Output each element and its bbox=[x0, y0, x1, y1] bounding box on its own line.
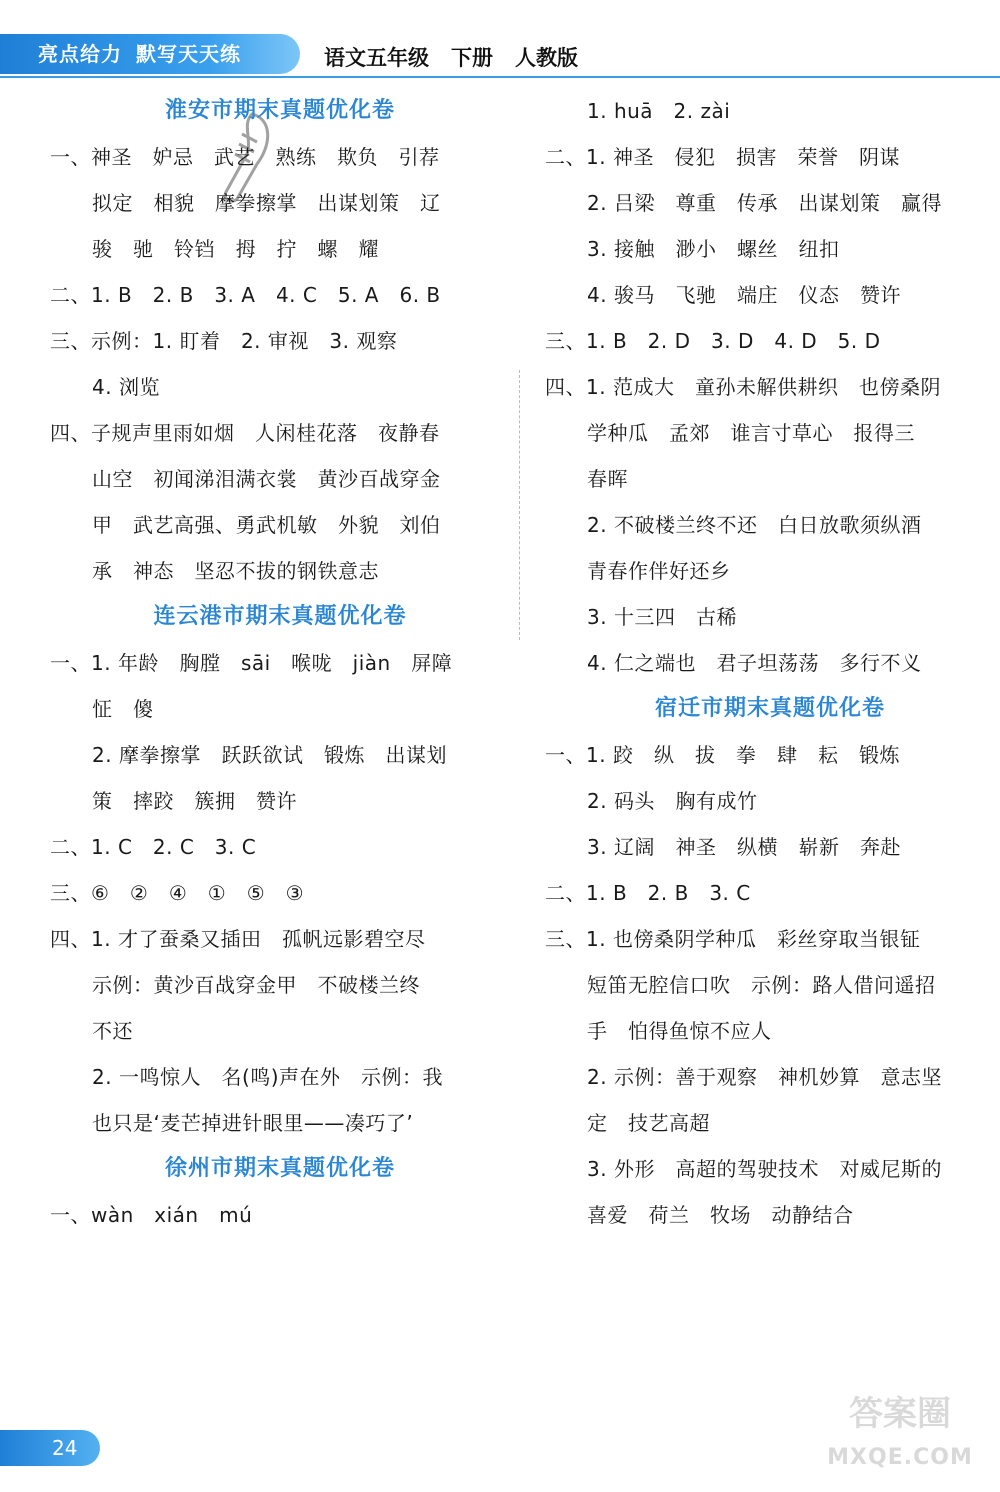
answer-line: 3. 接触 渺小 螺丝 纽扣 bbox=[587, 237, 840, 261]
header-divider bbox=[0, 76, 1000, 78]
answer-line: 短笛无腔信口吹 示例：路人借问遥招 bbox=[587, 973, 936, 997]
answer-line: 甲 武艺高强、勇武机敏 外貌 刘伯 bbox=[92, 513, 441, 537]
answer-line: 2. 吕梁 尊重 传承 出谋划策 赢得 bbox=[587, 191, 942, 215]
page-header bbox=[0, 32, 1000, 82]
answer-line: 4. 浏览 bbox=[92, 375, 160, 399]
answer-line: 2. 示例：善于观察 神机妙算 意志坚 bbox=[587, 1065, 942, 1089]
answer-line: 山空 初闻涕泪满衣裳 黄沙百战穿金 bbox=[92, 467, 441, 491]
answer-line: 4. 骏马 飞驰 端庄 仪态 赞许 bbox=[587, 283, 901, 307]
answer-line: 定 技艺高超 bbox=[587, 1111, 710, 1135]
answer-line: 4. 仁之端也 君子坦荡荡 多行不义 bbox=[587, 651, 922, 675]
right-column bbox=[545, 88, 995, 1238]
answer-line: 二、1. B 2. B 3. A 4. C 5. A 6. B bbox=[50, 283, 441, 307]
watermark-logo bbox=[810, 1392, 990, 1482]
answer-line: 一、1. 年龄 胸膛 sāi 喉咙 jiàn 屏障 bbox=[50, 651, 453, 675]
left-column bbox=[50, 88, 510, 1238]
answer-line: 一、wàn xián mú bbox=[50, 1203, 253, 1227]
answer-line: 1. huā 2. zài bbox=[587, 99, 731, 123]
answer-line: 四、子规声里雨如烟 人闲桂花落 夜静春 bbox=[50, 421, 440, 445]
answer-line: 三、⑥ ② ④ ① ⑤ ③ bbox=[50, 881, 305, 905]
section-title-suqian: 宿迁市期末真题优化卷 bbox=[654, 696, 885, 721]
book-title bbox=[324, 42, 600, 72]
answer-line: 二、1. B 2. B 3. C bbox=[545, 881, 751, 905]
answer-line: 骏 驰 铃铛 拇 拧 螺 耀 bbox=[92, 237, 379, 261]
answer-line: 学种瓜 孟郊 谁言寸草心 报得三 bbox=[587, 421, 915, 445]
answer-line: 3. 十三四 古稀 bbox=[587, 605, 737, 629]
answer-line: 三、1. B 2. D 3. D 4. D 5. D bbox=[545, 329, 881, 353]
answer-line: 手 怕得鱼惊不应人 bbox=[587, 1019, 772, 1043]
section-title-lianyungang: 连云港市期末真题优化卷 bbox=[153, 604, 407, 629]
answer-line: 拟定 相貌 摩拳擦掌 出谋划策 辽 bbox=[92, 191, 441, 215]
section-title-huaian: 淮安市期末真题优化卷 bbox=[164, 98, 395, 123]
page-number-tab bbox=[0, 1430, 100, 1466]
answer-line: 怔 傻 bbox=[92, 697, 154, 721]
brand-tab bbox=[0, 34, 300, 74]
answer-line: 青春作伴好还乡 bbox=[587, 559, 731, 583]
answer-line: 二、1. 神圣 侵犯 损害 荣誉 阴谋 bbox=[545, 145, 900, 169]
answer-line: 2. 一鸣惊人 名(鸣)声在外 示例：我 bbox=[92, 1065, 444, 1089]
volume-label: 下册 bbox=[451, 46, 493, 70]
column-divider bbox=[519, 370, 520, 640]
answer-line: 3. 辽阔 神圣 纵横 崭新 奔赴 bbox=[587, 835, 901, 859]
brand-series: 默写天天练 bbox=[136, 42, 241, 66]
answer-line: 一、神圣 妒忌 武艺 熟练 欺负 引荐 bbox=[50, 145, 440, 169]
answer-line: 三、示例：1. 盯着 2. 审视 3. 观察 bbox=[50, 329, 398, 353]
answer-line: 四、1. 才了蚕桑又插田 孤帆远影碧空尽 bbox=[50, 927, 426, 951]
answer-line: 示例：黄沙百战穿金甲 不破楼兰终 bbox=[92, 973, 420, 997]
answer-line: 承 神态 坚忍不拔的钢铁意志 bbox=[92, 559, 379, 583]
answer-line: 2. 不破楼兰终不还 白日放歌须纵酒 bbox=[587, 513, 922, 537]
answer-line: 二、1. C 2. C 3. C bbox=[50, 835, 257, 859]
answer-line: 策 摔跤 簇拥 赞许 bbox=[92, 789, 297, 813]
answer-line: 春晖 bbox=[587, 467, 628, 491]
brand-name: 亮点给力 bbox=[38, 42, 122, 66]
answer-line: 3. 外形 高超的驾驶技术 对威尼斯的 bbox=[587, 1157, 942, 1181]
answer-line: 喜爱 荷兰 牧场 动静结合 bbox=[587, 1203, 854, 1227]
page-number: 24 bbox=[52, 1436, 78, 1460]
subject-label: 语文五年级 bbox=[324, 46, 429, 70]
section-title-xuzhou: 徐州市期末真题优化卷 bbox=[164, 1156, 395, 1181]
watermark-title: 答案圈 bbox=[849, 1394, 951, 1434]
answer-line: 2. 摩拳擦掌 跃跃欲试 锻炼 出谋划 bbox=[92, 743, 447, 767]
answer-line: 也只是‘麦芒掉进针眼里——凑巧了’ bbox=[92, 1111, 414, 1135]
watermark-url: MXQE.COM bbox=[827, 1445, 973, 1470]
answer-line: 不还 bbox=[92, 1019, 133, 1043]
answer-line: 三、1. 也傍桑阴学种瓜 彩丝穿取当银钲 bbox=[545, 927, 921, 951]
answer-line: 一、1. 跤 纵 拔 拳 肆 耘 锻炼 bbox=[545, 743, 900, 767]
answer-line: 四、1. 范成大 童孙未解供耕织 也傍桑阴 bbox=[545, 375, 941, 399]
answer-line: 2. 码头 胸有成竹 bbox=[587, 789, 758, 813]
edition-label: 人教版 bbox=[515, 46, 578, 70]
